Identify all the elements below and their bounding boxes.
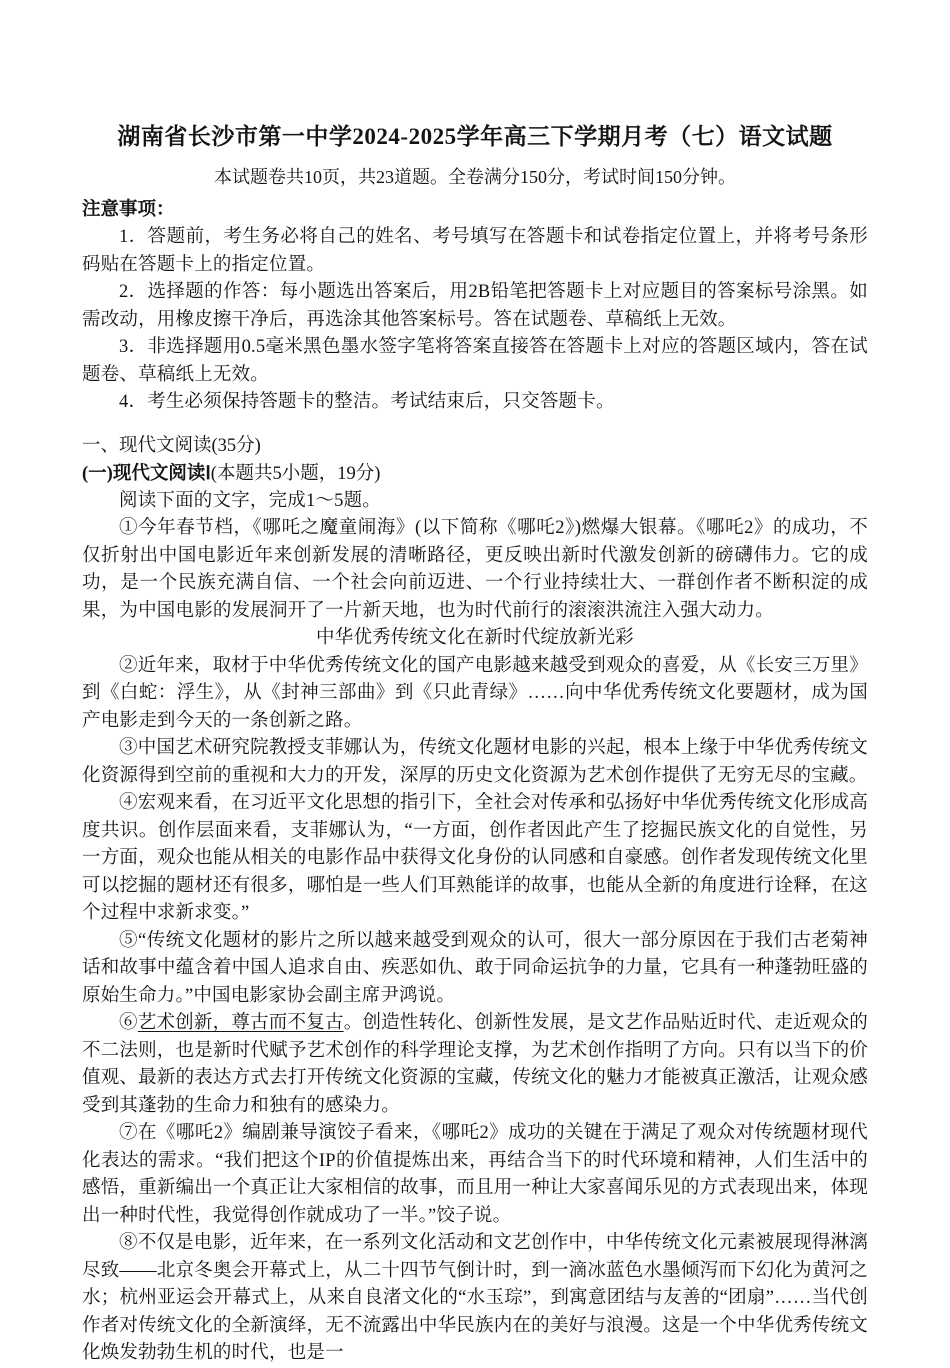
- doc-subtitle: 本试题卷共10页，共23道题。全卷满分150分，考试时间150分钟。: [214, 167, 736, 187]
- passage-paragraph: ⑤“传统文化题材的影片之所以越来越受到观众的认可，很大一部分原因在于我们古老菊神话和故事中蕴含着中国人追求自由、疾恶如仇、敢于同命运抗争的力量，它具有一种蓬勃旺盛的原始生命力。”中国电影家协会副主席尹鸿说。: [82, 930, 868, 1006]
- passage-paragraph: ②近年来，取材于中华优秀传统文化的国产电影越来越受到观众的喜爱，从《长安三万里》到《白蛇：浮生》，从《封神三部曲》到《只此青绿》……向中华优秀传统文化要题材，成为国产电影走到今天的一条创新之路。: [82, 655, 868, 731]
- doc-title: 湖南省长沙市第一中学2024-2025学年高三下学期月考（七）语文试题: [117, 124, 833, 149]
- passage-heading: 中华优秀传统文化在新时代绽放新光彩: [316, 628, 634, 648]
- section-heading: 一、现代文阅读(35分): [82, 435, 261, 456]
- passage-paragraph: ⑦在《哪吒2》编剧兼导演饺子看来，《哪吒2》成功的关键在于满足了观众对传统题材现代化表达的需求。“我们把这个IP的价值提炼出来，再结合当下的时代环境和精神，人们生活中的感悟，重新编出一个真正让大家相信的故事，而且用一种让大家喜闻乐见的方式表现出来，体现出一种时代性，我觉得创作就成功了一半。”饺子说。: [82, 1123, 868, 1226]
- section-subheading-info: (本题共5小题，19分): [210, 463, 381, 484]
- section-subheading: [82, 460, 868, 488]
- notice-heading: 注意事项：: [82, 200, 175, 220]
- underlined-thesis: 艺术创新，尊古而不复古: [137, 1013, 344, 1033]
- passage-paragraph: ④宏观来看，在习近平文化思想的指引下，全社会对传承和弘扬好中华优秀传统文化形成高度共识。创作层面来看，支菲娜认为，“一方面，创作者因此产生了挖掘民族文化的自觉性，另一方面，观众也能从相关的电影作品中获得文化身份的认同感和自豪感。创作者发现传统文化里可以挖掘的题材还有很多，哪怕是一些人们耳熟能详的故事，也能从全新的角度进行诠释，在这个过程中求新求变。”: [82, 793, 868, 923]
- notice-item: 2．选择题的作答：每小题选出答案后，用2B铅笔把答题卡上对应题目的答案标号涂黑。如需改动，用橡皮擦干净后，再选涂其他答案标号。答在试题卷、草稿纸上无效。: [82, 282, 868, 330]
- section-subheading-title: (一)现代文阅读Ⅰ: [82, 463, 211, 484]
- paragraph-text: 。创造性转化、创新性发展，是文艺作品贴近时代、走近观众的不二法则，也是新时代赋予艺术创作的科学理论支撑，为艺术创作指明了方向。只有以当下的价值观、最新的表达方式去打开传统文化资源的宝藏，传统文化的魅力才能被真正激活，让观众感受到其蓬勃的生命力和独有的感染力。: [82, 1013, 869, 1116]
- passage-paragraph: ③中国艺术研究院教授支菲娜认为，传统文化题材电影的兴起，根本上缘于中华优秀传统文化资源得到空前的重视和大力的开发，深厚的历史文化资源为艺术创作提供了无穷无尽的宝藏。: [82, 738, 868, 786]
- exam-page: [82, 0, 868, 1368]
- paragraph-marker: ⑥: [119, 1013, 138, 1033]
- passage-paragraph: [82, 1010, 868, 1120]
- passage-paragraph: ⑧不仅是电影，近年来，在一系列文化活动和文艺创作中，中华传统文化元素被展现得淋漓尽致——北京冬奥会开幕式上，从二十四节气倒计时，到一滴冰蓝色水墨倾泻而下幻化为黄河之水；杭州亚运会开幕式上，从来自良渚文化的“水玉琮”，到寓意团结与友善的“团扇”……当代创作者对传统文化的全新演绎，无不流露出中华民族内在的美好与浪漫。这是一个中华优秀传统文化焕发勃勃生机的时代，也是一: [82, 1233, 868, 1363]
- reading-instruction: 阅读下面的文字，完成1～5题。: [119, 490, 382, 511]
- notice-item: 1．答题前，考生务必将自己的姓名、考号填写在答题卡和试卷指定位置上，并将考号条形码贴在答题卡上的指定位置。: [82, 227, 868, 275]
- passage-paragraph: ①今年春节档，《哪吒之魔童闹海》(以下简称《哪吒2》)燃爆大银幕。《哪吒2》的成功，不仅折射出中国电影近年来创新发展的清晰路径，更反映出新时代激发创新的磅礴伟力。它的成功，是一个民族充满自信、一个社会向前迈进、一个行业持续壮大、一群创作者不断积淀的成果，为中国电影的发展洞开了一片新天地，也为时代前行的滚滚洪流注入强大动力。: [82, 518, 868, 621]
- notice-item: 3．非选择题用0.5毫米黑色墨水签字笔将答案直接答在答题卡上对应的答题区域内，答在试题卷、草稿纸上无效。: [82, 337, 868, 385]
- notice-item: 4．考生必须保持答题卡的整洁。考试结束后，只交答题卡。: [119, 392, 615, 412]
